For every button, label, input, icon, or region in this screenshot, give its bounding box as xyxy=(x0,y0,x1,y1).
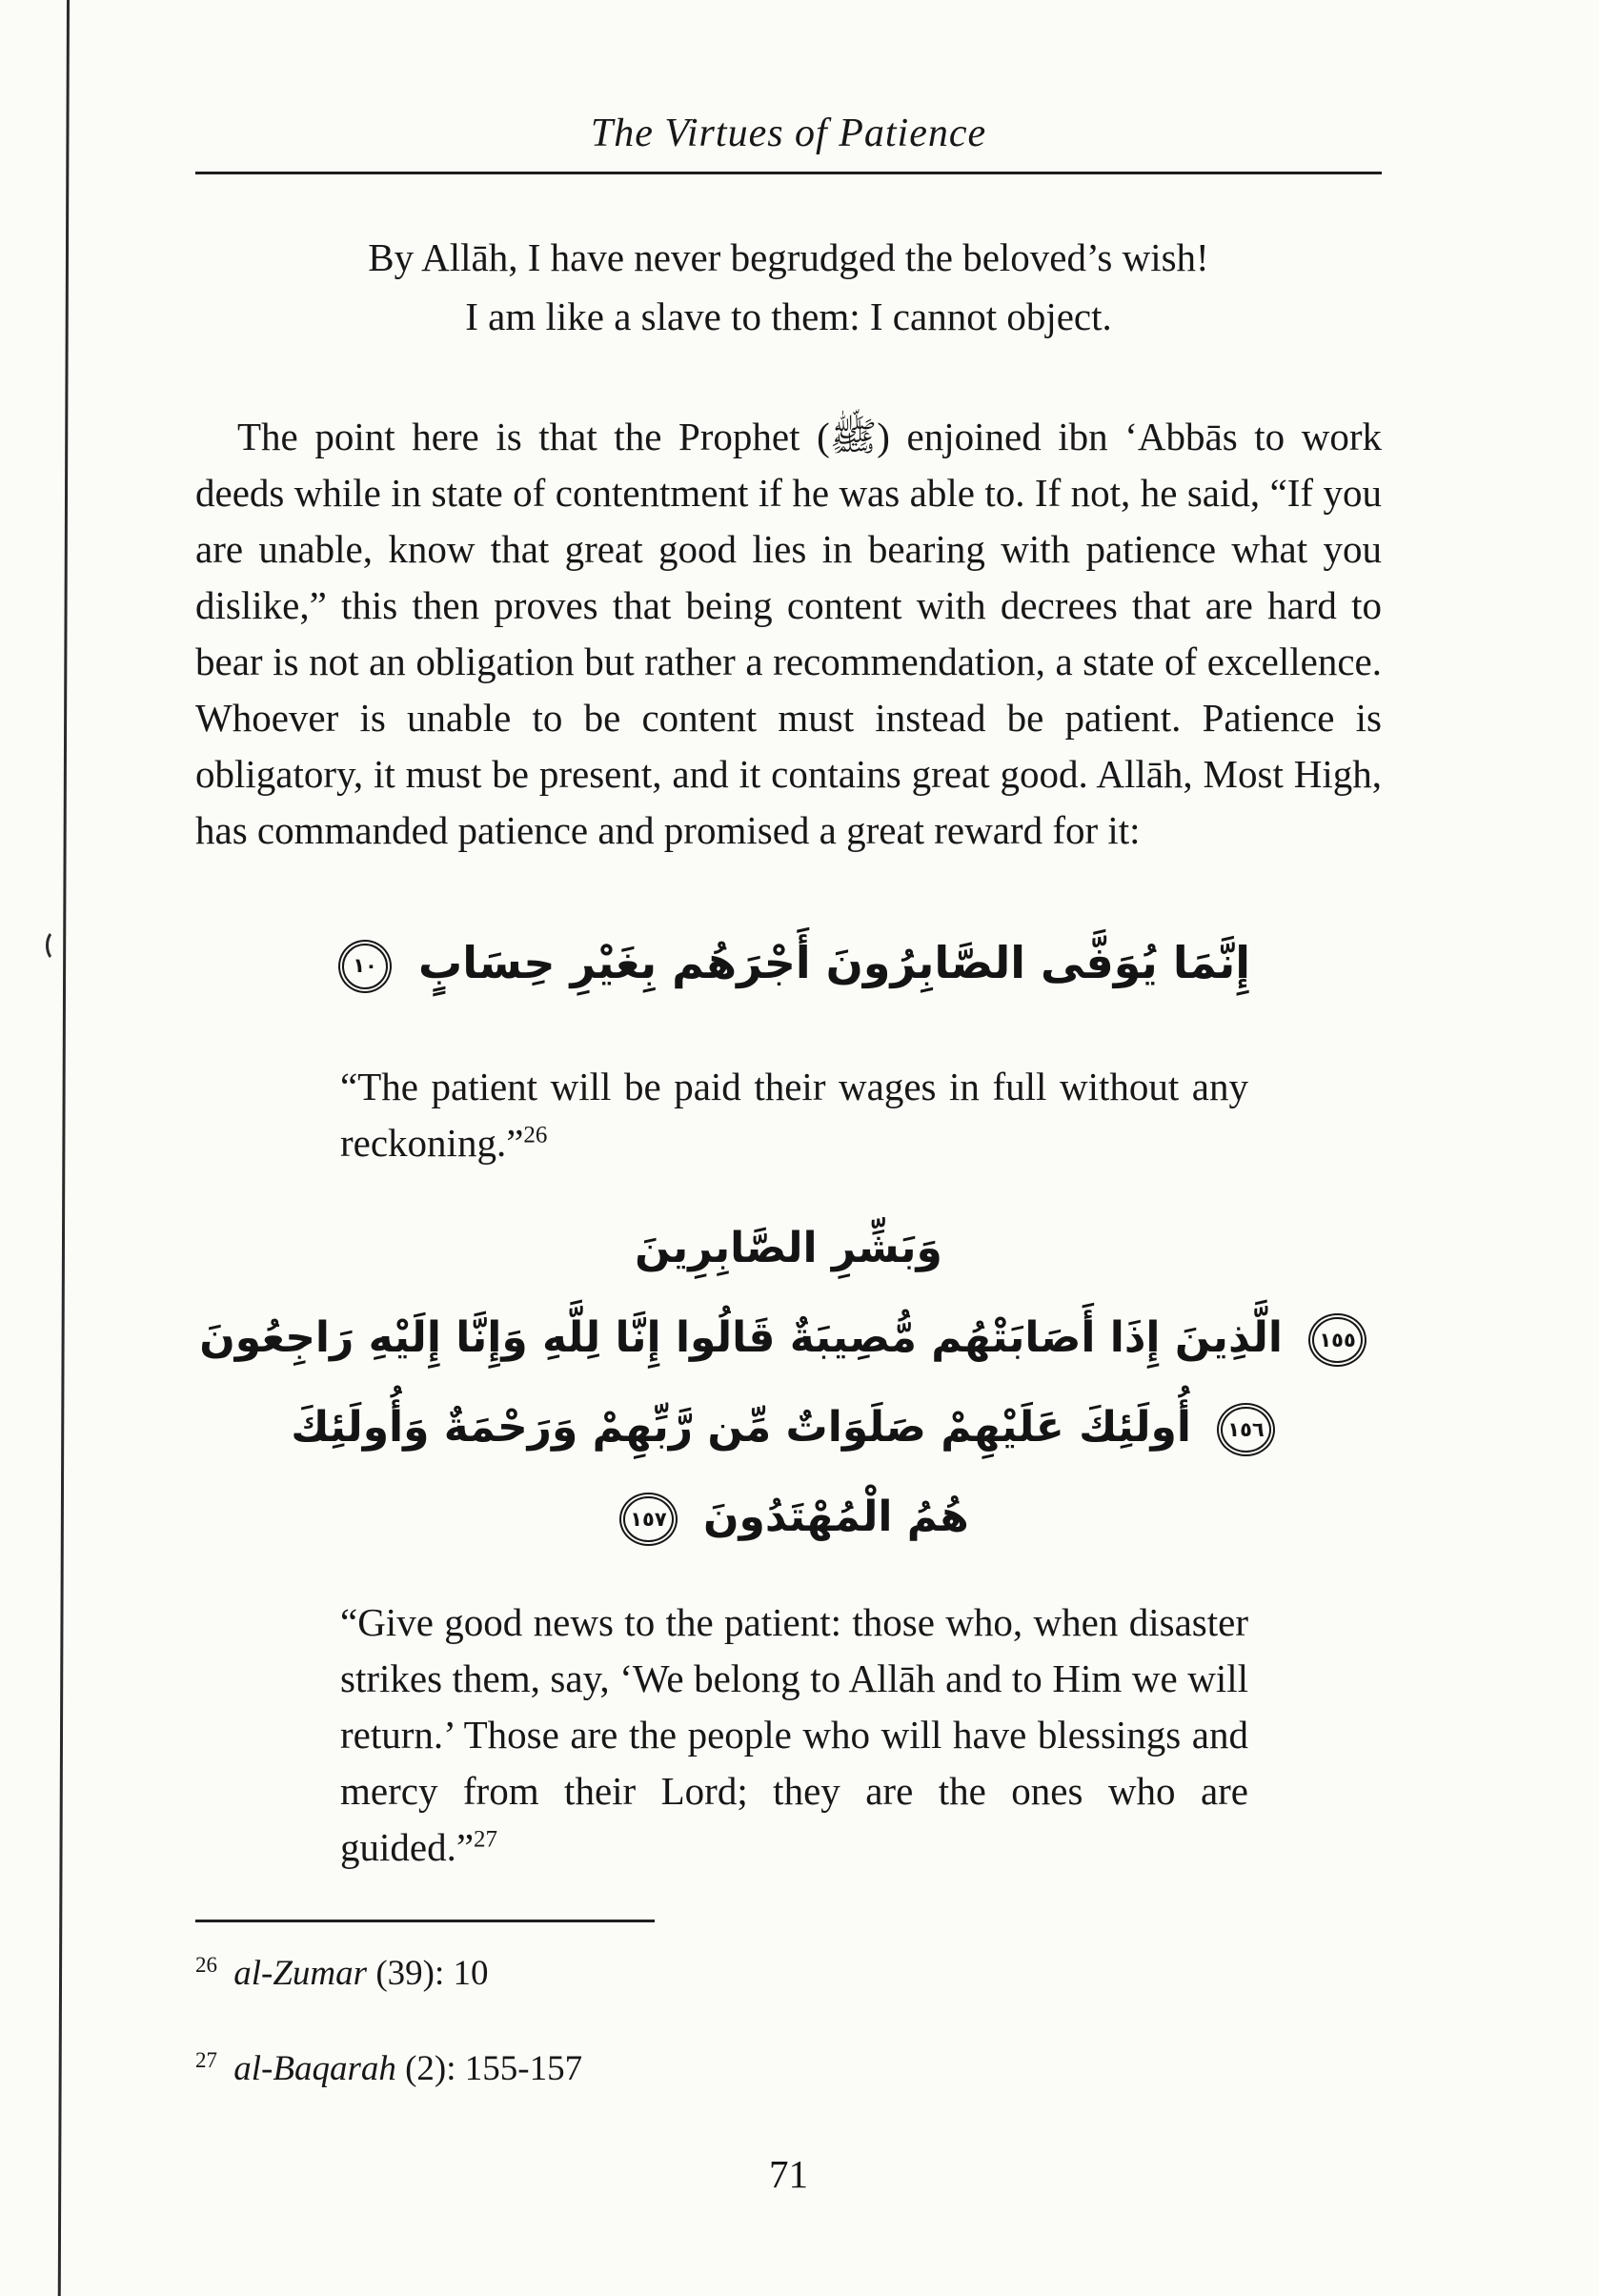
couplet-line-1: By Allāh, I have never begrudged the beloved’s wish! xyxy=(368,235,1209,279)
arabic-verse-text: هُمُ الْمُهْتَدُونَ xyxy=(703,1493,969,1541)
footnote-number: 27 xyxy=(195,2047,217,2072)
footnote-source: al-Baqarah xyxy=(233,2049,396,2088)
poetry-couplet xyxy=(195,228,1382,346)
translation-quote-2 xyxy=(340,1595,1248,1876)
footnote-ref-26: 26 xyxy=(523,1122,548,1148)
arabic-verse-text: أُولَئِكَ عَلَيْهِمْ صَلَوَاتٌ مِّن رَّبِّهِمْ وَرَحْمَةٌ وَأُولَئِكَ xyxy=(291,1403,1191,1452)
arabic-verse-text: إِنَّمَا يُوَفَّى الصَّابِرُونَ أَجْرَهُم بِغَيْرِ حِسَابٍ xyxy=(418,937,1250,988)
arabic-line-1 xyxy=(195,1204,1382,1293)
arabic-line-2 xyxy=(195,1293,1382,1383)
page-header xyxy=(195,111,1382,174)
footnote-number: 26 xyxy=(195,1952,217,1977)
footnote-citation: (2): 155-157 xyxy=(405,2049,583,2088)
footnote-27 xyxy=(195,2046,1382,2092)
quote-text: “Give good news to the patient: those who, when disaster strikes them, say, ‘We belong to Allāh and to Him we will return.’ Those are the people who will have blessings and mercy from their Lord; they are the ones who are guided.” xyxy=(340,1600,1248,1869)
header-rule xyxy=(195,172,1382,174)
running-head-title: The Virtues of Patience xyxy=(590,112,987,155)
quran-verse-arabic xyxy=(195,910,1382,1015)
arabic-verse-text: الَّذِينَ إِذَا أَصَابَتْهُم مُّصِيبَةٌ قَالُوا إِنَّا لِلَّهِ وَإِنَّا إِلَيْهِ رَاجِعُونَ xyxy=(199,1313,1283,1362)
footnote-26 xyxy=(195,1951,1382,1997)
arabic-verse-text: وَبَشِّرِ الصَّابِرِينَ xyxy=(635,1224,942,1272)
arabic-line-4 xyxy=(195,1473,1382,1562)
footnote-separator xyxy=(195,1920,655,1922)
couplet-line-2: I am like a slave to them: I cannot object. xyxy=(465,295,1112,338)
translation-quote-1 xyxy=(340,1059,1248,1171)
ayah-number-ornament: ١٠ xyxy=(342,944,388,989)
footnote-citation: (39): 10 xyxy=(375,1954,489,1993)
ayah-number-ornament: ١٥٧ xyxy=(623,1496,673,1542)
page-number: 71 xyxy=(769,2152,808,2196)
arabic-line-3 xyxy=(195,1383,1382,1473)
footnotes-section xyxy=(195,1920,1382,2092)
footnote-source: al-Zumar xyxy=(233,1954,368,1993)
ayah-number-ornament: ١٥٦ xyxy=(1221,1407,1270,1453)
body-paragraph: The point here is that the Prophet (ﷺ) enjoined ibn ‘Abbās to work deeds while in state of contentment if he was able to. If not, he said, “If you are unable, know that great good lies in bearing with patience what you dislike,” this then proves that being content with decrees that are hard to bear is not an obligation but rather a recommendation, a state of excellence. Whoever is unable to be content must instead be patient. Patience is obligatory, it must be present, and it contains great good. Allāh, Most High, has commanded patience and promised a great reward for it: xyxy=(195,415,1382,852)
ayah-number-ornament: ١٥٥ xyxy=(1312,1317,1362,1363)
quran-passage-arabic xyxy=(195,1204,1382,1562)
footnote-ref-27: 27 xyxy=(474,1826,498,1853)
scan-artifact-hook xyxy=(46,929,67,962)
quote-text: “The patient will be paid their wages in full without any reckoning.” xyxy=(340,1065,1248,1165)
